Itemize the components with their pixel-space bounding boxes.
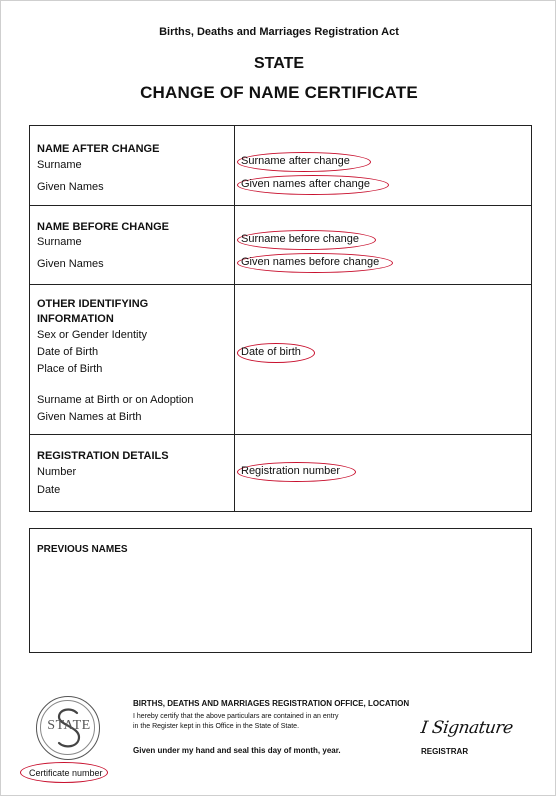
previous-names-label: PREVIOUS NAMES [37,544,128,555]
state-heading: STATE [253,55,305,72]
seal-text: STATE [47,718,91,733]
registration-number-value: Registration number [241,465,341,477]
sex-label: Sex or Gender Identity [37,329,148,341]
date-label: Date [37,484,61,496]
given-before-value: Given names before change [241,256,380,268]
given-under-hand: Given under my hand and seal this day of month, year. [133,746,341,755]
dob-value: Date of birth [241,346,301,358]
certification-line: I hereby certify that the above particulars are contained in an entry [133,713,339,720]
pob-label: Place of Birth [37,363,103,375]
certification-text [133,712,393,732]
surname-after-value: Surname after change [241,155,350,167]
registrar-label: REGISTRAR [421,747,469,756]
number-label: Number [37,466,77,478]
dob-label: Date of Birth [37,346,99,358]
surname-label: Surname [37,159,82,171]
surname-label: Surname [37,236,82,248]
given-names-label: Given Names [37,181,104,193]
section-registration [30,435,531,511]
certificate-title: CHANGE OF NAME CERTIFICATE [140,83,418,102]
state-seal [36,696,100,760]
given-names-label: Given Names [37,258,104,270]
details-table [29,125,532,512]
section-other-info [30,285,531,435]
registrar-signature: I Signature [419,718,515,738]
surname-before-value: Surname before change [241,233,360,245]
section-name-after [30,126,531,206]
given-after-value: Given names after change [241,178,371,190]
given-at-birth-label: Given Names at Birth [37,411,142,423]
section-heading: NAME AFTER CHANGE [37,143,160,155]
section-heading: NAME BEFORE CHANGE [37,221,170,233]
office-name: BIRTHS, DEATHS AND MARRIAGES REGISTRATION OFFICE, LOCATION [133,699,410,708]
certificate-number: Certificate number [29,768,103,778]
section-heading: REGISTRATION DETAILS [37,450,169,462]
surname-at-birth-label: Surname at Birth or on Adoption [37,394,194,406]
act-title: Births, Deaths and Marriages Registration Act [159,26,399,38]
certification-line: in the Register kept in this Office in the State of State. [133,723,300,730]
section-name-before [30,206,531,285]
section-heading-line1: OTHER IDENTIFYING [37,298,149,310]
previous-names-box [29,528,532,653]
section-heading-line2: INFORMATION [37,313,114,325]
